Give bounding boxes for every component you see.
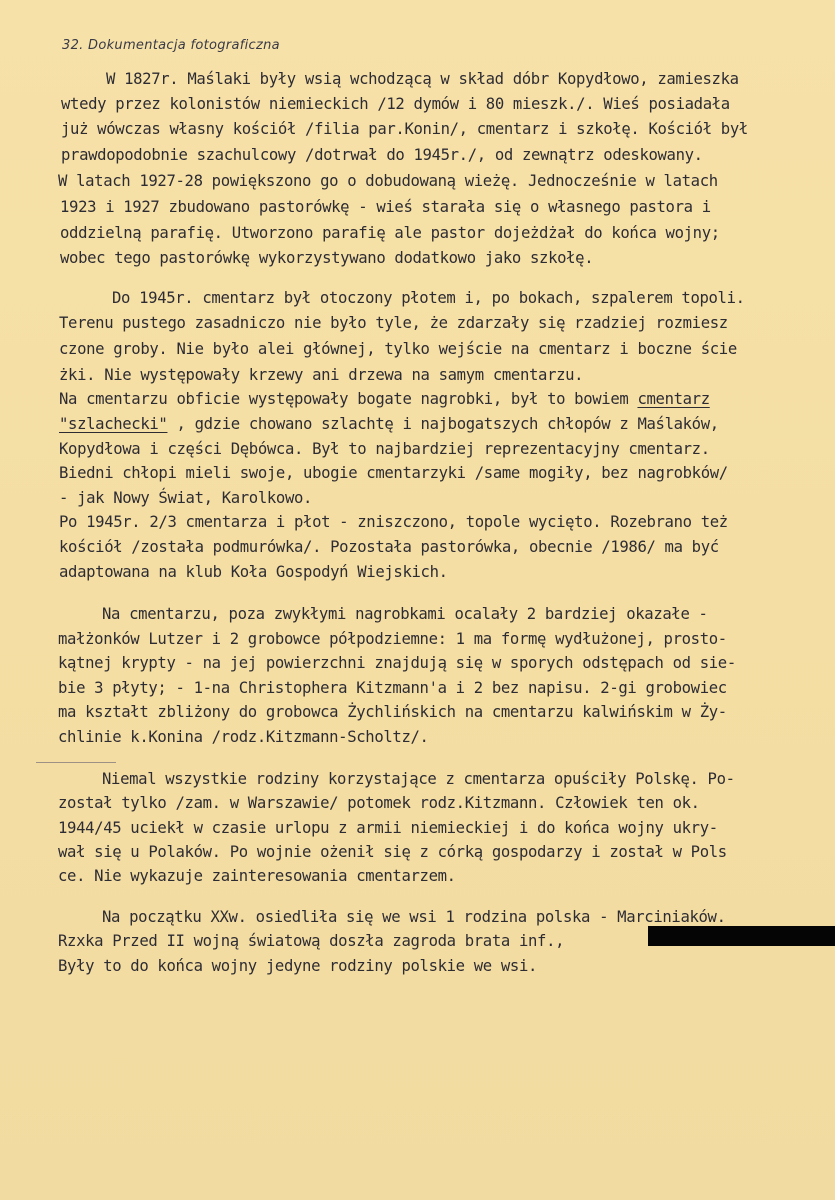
- text-segment: Na cmentarzu obficie występowały bogate nagrobki, był to bowiem: [59, 390, 638, 408]
- text-line: Rzxka Przed II wojną światową doszła zagroda brata inf.,: [58, 932, 565, 950]
- text-line: W 1827r. Maślaki były wsią wchodzącą w skład dóbr Kopydłowo, zamieszka: [106, 70, 739, 88]
- text-line: wobec tego pastorówkę wykorzystywano dodatkowo jako szkołę.: [60, 249, 594, 267]
- text-line: Biedni chłopi mieli swoje, ubogie cmentarzyki /same mogiły, bez nagrobków/: [59, 464, 728, 482]
- text-line: oddzielną parafię. Utworzono parafię ale pastor dojeżdżał do końca wojny;: [60, 224, 720, 242]
- text-line: adaptowana na klub Koła Gospodyń Wiejskich.: [59, 563, 448, 581]
- text-line: ce. Nie wykazuje zainteresowania cmentarzem.: [58, 867, 456, 885]
- text-line: [59, 414, 719, 434]
- text-line: Kopydłowa i części Dębówca. Był to najbardziej reprezentacyjny cmentarz.: [59, 440, 710, 458]
- text-line: 1944/45 uciekł w czasie urlopu z armii niemieckiej i do końca wojny ukry-: [58, 819, 718, 837]
- text-line: wał się u Polaków. Po wojnie ożenił się z córką gospodarzy i został w Pols: [58, 843, 727, 861]
- margin-rule: [36, 762, 116, 763]
- text-line: - jak Nowy Świat, Karolkowo.: [59, 489, 313, 507]
- text-line: Na cmentarzu, poza zwykłymi nagrobkami ocalały 2 bardziej okazałe -: [102, 605, 708, 623]
- text-line: bie 3 płyty; - 1-na Christophera Kitzmann'a i 2 bez napisu. 2-gi grobowiec: [58, 679, 727, 697]
- text-line: wtedy przez kolonistów niemieckich /12 dymów i 80 mieszk./. Wieś posiadała: [61, 95, 730, 113]
- text-line: Po 1945r. 2/3 cmentarza i płot - zniszczono, topole wycięto. Rozebrano też: [59, 513, 728, 531]
- redaction-bar: [648, 926, 835, 946]
- text-line: już wówczas własny kościół /filia par.Konin/, cmentarz i szkołę. Kościół był: [61, 120, 748, 138]
- text-line: 1923 i 1927 zbudowano pastorówkę - wieś starała się o własnego pastora i: [60, 198, 711, 216]
- text-line: kościół /została podmurówka/. Pozostała pastorówka, obecnie /1986/ ma być: [59, 538, 719, 556]
- text-line: prawdopodobnie szachulcowy /dotrwał do 1945r./, od zewnątrz odeskowany.: [61, 146, 703, 164]
- text-line: Na początku XXw. osiedliła się we wsi 1 rodzina polska - Marciniaków.: [102, 908, 726, 926]
- text-line: został tylko /zam. w Warszawie/ potomek rodz.Kitzmann. Człowiek ten ok.: [58, 794, 700, 812]
- text-line: Do 1945r. cmentarz był otoczony płotem i, po bokach, szpalerem topoli.: [112, 289, 745, 307]
- text-line: [59, 389, 710, 409]
- text-line: chlinie k.Konina /rodz.Kitzmann-Scholtz/.: [58, 728, 429, 746]
- underlined-term: "szlachecki": [59, 415, 168, 433]
- text-line: żki. Nie występowały krzewy ani drzewa na samym cmentarzu.: [59, 366, 584, 384]
- underlined-term: cmentarz: [637, 390, 710, 408]
- text-line: Były to do końca wojny jedyne rodziny polskie we wsi.: [58, 957, 538, 975]
- text-line: czone groby. Nie było alei głównej, tylko wejście na cmentarz i boczne ście: [59, 340, 737, 358]
- page-header: 32. Dokumentacja fotograficzna: [62, 38, 280, 53]
- text-line: kątnej krypty - na jej powierzchni znajdują się w sporych odstępach od sie-: [58, 654, 736, 672]
- text-line: Terenu pustego zasadniczo nie było tyle, że zdarzały się rzadziej rozmiesz: [59, 314, 728, 332]
- text-line: ma kształt zbliżony do grobowca Żychlińskich na cmentarzu kalwińskim w Ży-: [58, 703, 727, 721]
- text-segment: , gdzie chowano szlachtę i najbogatszych chłopów z Maślaków,: [167, 415, 719, 433]
- text-line: W latach 1927-28 powiększono go o dobudowaną wieżę. Jednocześnie w latach: [58, 172, 718, 190]
- text-line: Niemal wszystkie rodziny korzystające z cmentarza opuściły Polskę. Po-: [102, 770, 735, 788]
- text-line: małżonków Lutzer i 2 grobowce półpodziemne: 1 ma formę wydłużonej, prosto-: [58, 630, 727, 648]
